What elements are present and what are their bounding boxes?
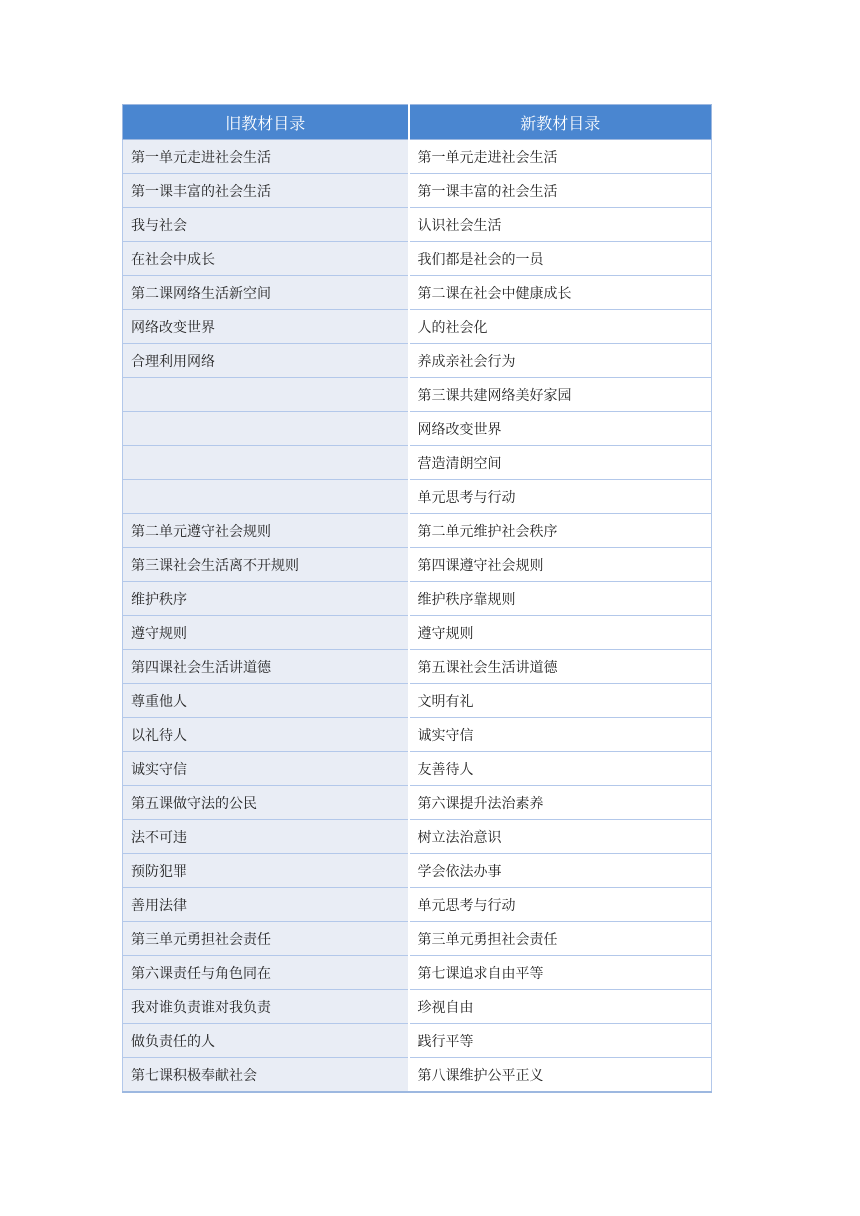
old-contents-cell: 以礼待人 xyxy=(123,718,409,752)
old-contents-cell xyxy=(123,480,409,514)
table-row xyxy=(123,310,712,344)
old-contents-header: 旧教材目录 xyxy=(123,105,409,140)
table-row xyxy=(123,412,712,446)
new-contents-cell: 学会依法办事 xyxy=(409,854,712,888)
new-contents-cell: 第六课提升法治素养 xyxy=(409,786,712,820)
table-row xyxy=(123,140,712,174)
table-row xyxy=(123,582,712,616)
new-contents-cell: 单元思考与行动 xyxy=(409,480,712,514)
old-contents-cell: 在社会中成长 xyxy=(123,242,409,276)
new-contents-cell: 第一课丰富的社会生活 xyxy=(409,174,712,208)
old-contents-cell: 第一课丰富的社会生活 xyxy=(123,174,409,208)
old-contents-cell: 第四课社会生活讲道德 xyxy=(123,650,409,684)
table-row xyxy=(123,174,712,208)
new-contents-cell: 第三课共建网络美好家园 xyxy=(409,378,712,412)
table-row xyxy=(123,752,712,786)
old-contents-cell: 第五课做守法的公民 xyxy=(123,786,409,820)
new-contents-cell: 第三单元勇担社会责任 xyxy=(409,922,712,956)
old-contents-cell: 第一单元走进社会生活 xyxy=(123,140,409,174)
old-contents-cell: 遵守规则 xyxy=(123,616,409,650)
old-contents-cell: 第二课网络生活新空间 xyxy=(123,276,409,310)
old-contents-cell xyxy=(123,378,409,412)
table-header-row xyxy=(123,105,712,140)
old-contents-cell: 第六课责任与角色同在 xyxy=(123,956,409,990)
table-row xyxy=(123,684,712,718)
old-contents-cell: 合理利用网络 xyxy=(123,344,409,378)
new-contents-cell: 我们都是社会的一员 xyxy=(409,242,712,276)
table-row xyxy=(123,242,712,276)
table-row xyxy=(123,888,712,922)
table-row xyxy=(123,344,712,378)
new-contents-cell: 第八课维护公平正义 xyxy=(409,1058,712,1093)
old-contents-cell: 第二单元遵守社会规则 xyxy=(123,514,409,548)
table-row xyxy=(123,1058,712,1093)
old-contents-cell: 第七课积极奉献社会 xyxy=(123,1058,409,1093)
old-contents-cell: 我对谁负责谁对我负责 xyxy=(123,990,409,1024)
old-contents-cell: 善用法律 xyxy=(123,888,409,922)
new-contents-cell: 文明有礼 xyxy=(409,684,712,718)
new-contents-cell: 养成亲社会行为 xyxy=(409,344,712,378)
table-row xyxy=(123,480,712,514)
new-contents-cell: 第五课社会生活讲道德 xyxy=(409,650,712,684)
table-row xyxy=(123,446,712,480)
old-contents-cell xyxy=(123,446,409,480)
table-row xyxy=(123,208,712,242)
old-contents-cell: 预防犯罪 xyxy=(123,854,409,888)
table-row xyxy=(123,718,712,752)
curriculum-comparison-table-container xyxy=(122,104,711,1093)
new-contents-cell: 网络改变世界 xyxy=(409,412,712,446)
new-contents-cell: 友善待人 xyxy=(409,752,712,786)
old-contents-cell: 尊重他人 xyxy=(123,684,409,718)
new-contents-cell: 营造清朗空间 xyxy=(409,446,712,480)
new-contents-cell: 践行平等 xyxy=(409,1024,712,1058)
table-row xyxy=(123,514,712,548)
table-row xyxy=(123,990,712,1024)
new-contents-cell: 维护秩序靠规则 xyxy=(409,582,712,616)
table-row xyxy=(123,854,712,888)
table-row xyxy=(123,956,712,990)
new-contents-cell: 诚实守信 xyxy=(409,718,712,752)
table-row xyxy=(123,548,712,582)
table-row xyxy=(123,616,712,650)
curriculum-comparison-table xyxy=(122,104,712,1093)
old-contents-cell: 网络改变世界 xyxy=(123,310,409,344)
old-contents-cell: 诚实守信 xyxy=(123,752,409,786)
table-row xyxy=(123,786,712,820)
table-row xyxy=(123,276,712,310)
old-contents-cell: 法不可违 xyxy=(123,820,409,854)
old-contents-cell: 维护秩序 xyxy=(123,582,409,616)
new-contents-cell: 单元思考与行动 xyxy=(409,888,712,922)
table-row xyxy=(123,922,712,956)
old-contents-cell xyxy=(123,412,409,446)
new-contents-cell: 人的社会化 xyxy=(409,310,712,344)
table-body xyxy=(123,140,712,1093)
new-contents-cell: 认识社会生活 xyxy=(409,208,712,242)
new-contents-cell: 第七课追求自由平等 xyxy=(409,956,712,990)
new-contents-cell: 第二课在社会中健康成长 xyxy=(409,276,712,310)
table-row xyxy=(123,1024,712,1058)
old-contents-cell: 第三单元勇担社会责任 xyxy=(123,922,409,956)
new-contents-header: 新教材目录 xyxy=(409,105,712,140)
table-row xyxy=(123,378,712,412)
old-contents-cell: 我与社会 xyxy=(123,208,409,242)
table-row xyxy=(123,820,712,854)
new-contents-cell: 珍视自由 xyxy=(409,990,712,1024)
new-contents-cell: 树立法治意识 xyxy=(409,820,712,854)
new-contents-cell: 第四课遵守社会规则 xyxy=(409,548,712,582)
table-row xyxy=(123,650,712,684)
old-contents-cell: 做负责任的人 xyxy=(123,1024,409,1058)
old-contents-cell: 第三课社会生活离不开规则 xyxy=(123,548,409,582)
new-contents-cell: 第一单元走进社会生活 xyxy=(409,140,712,174)
new-contents-cell: 遵守规则 xyxy=(409,616,712,650)
new-contents-cell: 第二单元维护社会秩序 xyxy=(409,514,712,548)
